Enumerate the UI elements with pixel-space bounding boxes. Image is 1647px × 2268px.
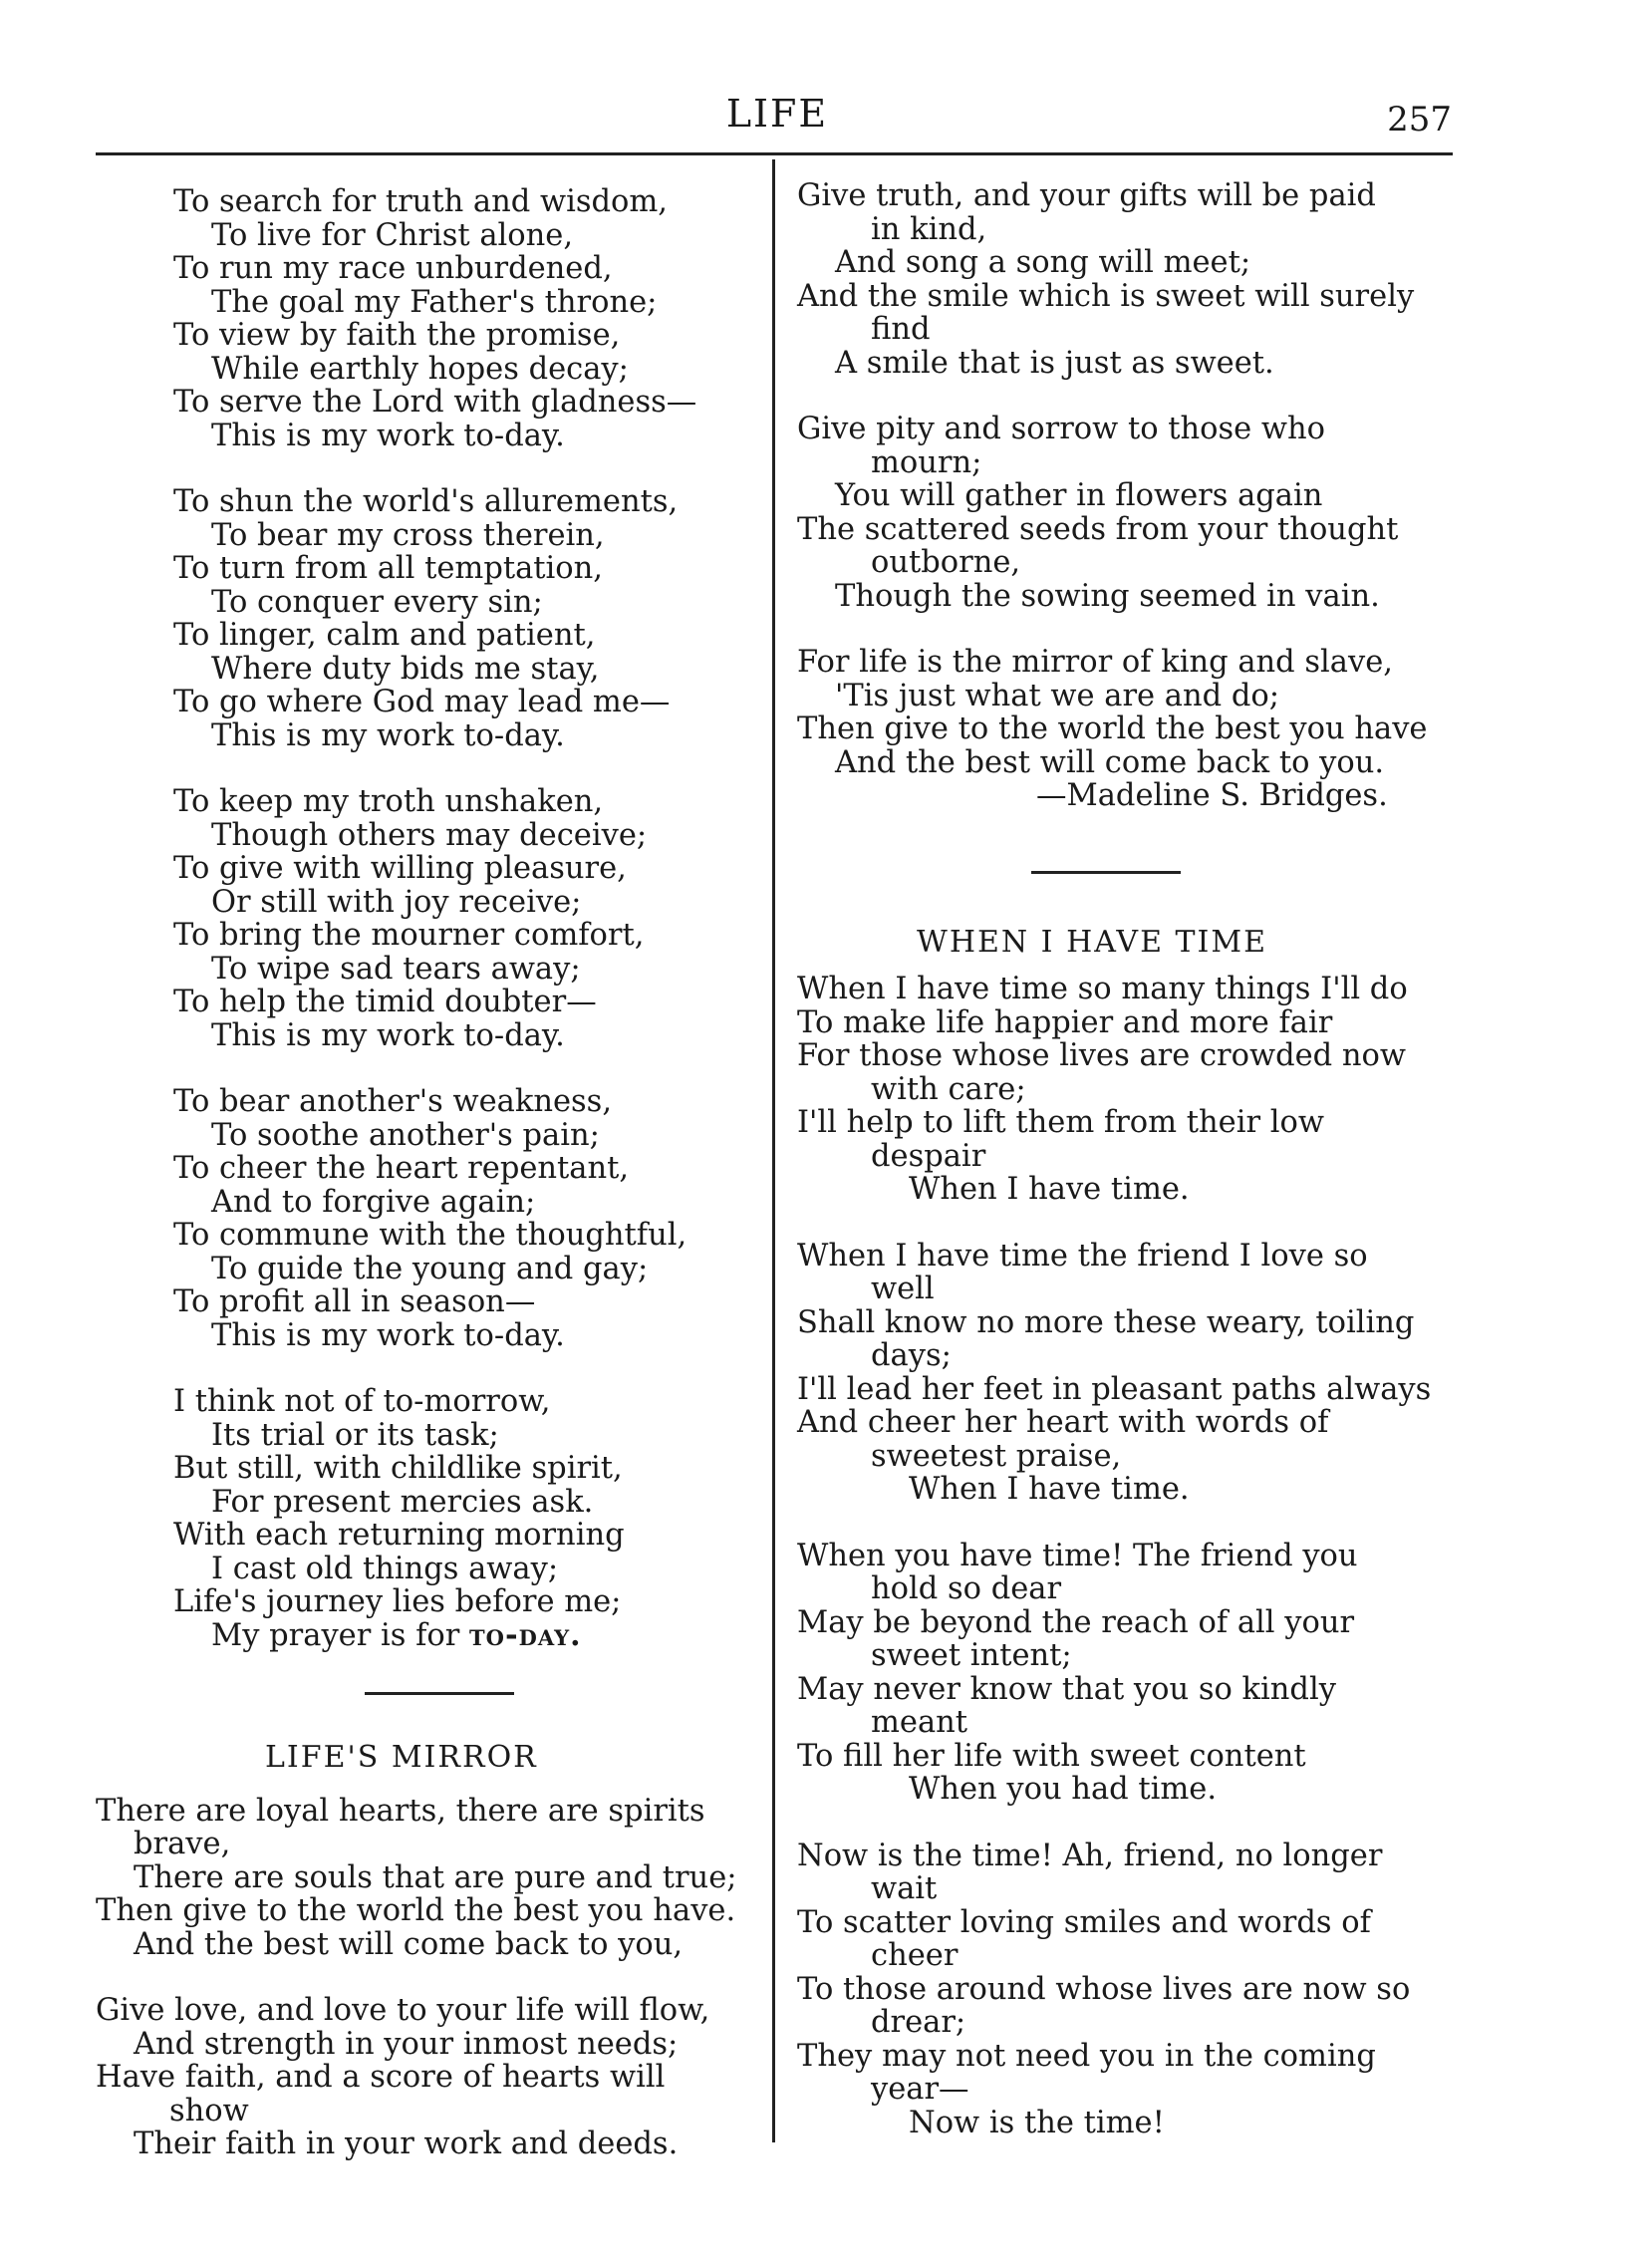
poem-title: LIFE'S MIRROR <box>265 1740 538 1775</box>
verse-line: I think not of to-morrow, <box>173 1384 551 1419</box>
verse-line: Though the sowing seemed in vain. <box>835 578 1380 614</box>
verse-line: days; <box>871 1338 952 1373</box>
verse-line: When I have time the friend I love so <box>797 1238 1368 1274</box>
verse-line: The scattered seeds from your thought <box>797 511 1399 547</box>
verse-line: The goal my Father's throne; <box>211 284 658 320</box>
verse-line: While earthly hopes decay; <box>211 351 629 387</box>
verse-line: Their faith in your work and deeds. <box>134 2126 679 2161</box>
stanza <box>797 1840 1450 2140</box>
stanza <box>797 1540 1450 1807</box>
verse-line: With each returning morning <box>173 1518 625 1553</box>
verse-line: This is my work to-day. <box>211 717 565 753</box>
verse-line: When you have time! The friend you <box>797 1538 1358 1573</box>
verse-line: outborne, <box>871 545 1021 580</box>
verse-line: Give truth, and your gifts will be paid <box>797 178 1376 213</box>
verse-line: Though others may deceive; <box>211 817 648 853</box>
verse-line: To turn from all temptation, <box>173 551 603 586</box>
verse-line: sweet intent; <box>871 1638 1072 1673</box>
verse-line: You will gather in flowers again <box>835 478 1323 513</box>
verse-line: well <box>871 1272 935 1306</box>
verse-line: There are souls that are pure and true; <box>134 1859 737 1895</box>
verse-line: 'Tis just what we are and do; <box>835 678 1279 713</box>
verse-line: To cheer the heart repentant, <box>173 1151 630 1186</box>
left-column <box>96 185 753 2194</box>
page-header-title: LIFE <box>725 92 829 136</box>
verse-line: To scatter loving smiles and words of <box>797 1904 1371 1940</box>
verse-line: For present mercies ask. <box>211 1484 594 1520</box>
verse-line: And the best will come back to you. <box>835 744 1385 780</box>
stanza <box>797 1240 1450 1507</box>
stanza <box>96 185 753 452</box>
verse-line: Then give to the world the best you have <box>797 711 1428 746</box>
verse-line: May be beyond the reach of all your <box>797 1604 1355 1640</box>
verse-line: To commune with the thoughtful, <box>173 1218 687 1253</box>
verse-line: despair <box>871 1138 986 1174</box>
stanza <box>797 413 1450 613</box>
verse-line: cheer <box>871 1938 959 1973</box>
verse-line: drear; <box>871 2005 966 2040</box>
poem-title: WHEN I HAVE TIME <box>917 924 1267 960</box>
verse-line: And to forgive again; <box>211 1184 536 1220</box>
verse-line: To serve the Lord with gladness— <box>173 385 697 420</box>
stanza <box>96 1795 753 1962</box>
verse-line: When you had time. <box>909 1772 1218 1807</box>
verse-line: Give love, and love to your life will flow, <box>96 1993 710 2028</box>
verse-line: And the best will come back to you, <box>134 1926 684 1962</box>
verse-line: There are loyal hearts, there are spirits <box>96 1793 705 1829</box>
verse-line: A smile that is just as sweet. <box>835 345 1274 381</box>
verse-line: To linger, calm and patient, <box>173 618 596 653</box>
verse-line: For those whose lives are crowded now <box>797 1038 1406 1073</box>
right-column <box>797 179 1450 2172</box>
verse-line: And song a song will meet; <box>835 245 1251 280</box>
verse-line: To bear my cross therein, <box>211 517 605 553</box>
verse-line: When I have time so many things I'll do <box>797 972 1408 1006</box>
verse-line: And cheer her heart with words of <box>797 1405 1329 1440</box>
verse-line: To keep my troth unshaken, <box>173 784 604 819</box>
verse-line: To make life happier and more fair <box>797 1004 1333 1040</box>
verse-line: brave, <box>134 1827 231 1861</box>
verse-line: When I have time. <box>909 1472 1190 1507</box>
verse-line: Now is the time! <box>909 2105 1165 2140</box>
verse-line-text: My prayer is for <box>211 1617 470 1653</box>
section-separator <box>1031 871 1181 874</box>
verse-line: meant <box>871 1705 968 1740</box>
verse-line: Or still with joy receive; <box>211 884 582 920</box>
verse-line: And the smile which is sweet will surely <box>797 278 1415 314</box>
poem-attribution: —Madeline S. Bridges. <box>1036 778 1388 813</box>
verse-line: with care; <box>871 1071 1026 1107</box>
verse-line: This is my work to-day. <box>211 418 565 453</box>
verse-line: To search for truth and wisdom, <box>173 184 668 219</box>
verse-line: This is my work to-day. <box>211 1017 565 1053</box>
verse-line: To soothe another's pain; <box>211 1117 600 1153</box>
verse-line: I cast old things away; <box>211 1551 559 1586</box>
stanza <box>797 646 1450 813</box>
header-rule <box>96 152 1453 155</box>
stanza <box>96 785 753 1052</box>
verse-line: May never know that you so kindly <box>797 1671 1336 1707</box>
verse-line: But still, with childlike spirit, <box>173 1451 623 1486</box>
verse-line: To profit all in season— <box>173 1284 536 1319</box>
verse-line: mourn; <box>871 444 982 480</box>
verse-line: Now is the time! Ah, friend, no longer <box>797 1838 1383 1873</box>
verse-line: They may not need you in the coming <box>797 2038 1376 2074</box>
verse-line: To guide the young and gay; <box>211 1251 649 1286</box>
verse-line: Give pity and sorrow to those who <box>797 412 1326 446</box>
page-number: 257 <box>1387 100 1452 140</box>
verse-line: To give with willing pleasure, <box>173 851 627 886</box>
verse-line: To conquer every sin; <box>211 584 543 620</box>
stanza <box>797 973 1450 1207</box>
verse-line: To bear another's weakness, <box>173 1084 613 1119</box>
stanza <box>96 1385 753 1652</box>
verse-line: Where duty bids me stay, <box>211 651 600 687</box>
verse-emphasis: to-day. <box>469 1616 582 1653</box>
verse-line: To live for Christ alone, <box>211 217 574 253</box>
stanza <box>96 1994 753 2161</box>
verse-line: wait <box>871 1871 938 1906</box>
verse-line: Life's journey lies before me; <box>173 1584 622 1619</box>
verse-line: To those around whose lives are now so <box>797 1971 1411 2007</box>
verse-line: To run my race unburdened, <box>173 251 613 286</box>
verse-line: And strength in your inmost needs; <box>134 2026 679 2062</box>
stanza <box>96 1085 753 1352</box>
verse-line: To view by faith the promise, <box>173 318 621 353</box>
verse-line: When I have time. <box>909 1172 1190 1207</box>
verse-line: in kind, <box>871 211 987 247</box>
verse-line <box>96 1616 753 1653</box>
verse-line: To go where God may lead me— <box>173 685 671 719</box>
verse-line: To wipe sad tears away; <box>211 951 581 987</box>
verse-line: I'll lead her feet in pleasant paths always <box>797 1371 1432 1407</box>
verse-line: I'll help to lift them from their low <box>797 1105 1324 1140</box>
column-divider <box>772 159 775 2142</box>
verse-line: To fill her life with sweet content <box>797 1738 1306 1774</box>
verse-line: Then give to the world the best you have. <box>96 1893 736 1928</box>
verse-line: To shun the world's allurements, <box>173 484 679 519</box>
verse-line: To bring the mourner comfort, <box>173 918 645 953</box>
section-separator <box>365 1692 514 1695</box>
verse-line: show <box>169 2093 249 2128</box>
verse-line: Have faith, and a score of hearts will <box>96 2060 666 2095</box>
verse-line: year— <box>871 2072 969 2107</box>
verse-line: To help the timid doubter— <box>173 985 597 1019</box>
stanza <box>96 485 753 752</box>
verse-line: hold so dear <box>871 1571 1062 1606</box>
verse-line: This is my work to-day. <box>211 1317 565 1353</box>
verse-line: sweetest praise, <box>871 1438 1122 1474</box>
stanza <box>797 179 1450 380</box>
verse-line: For life is the mirror of king and slave, <box>797 645 1393 680</box>
verse-line: Its trial or its task; <box>211 1417 499 1453</box>
verse-line: find <box>871 312 931 347</box>
verse-line: Shall know no more these weary, toiling <box>797 1304 1415 1340</box>
